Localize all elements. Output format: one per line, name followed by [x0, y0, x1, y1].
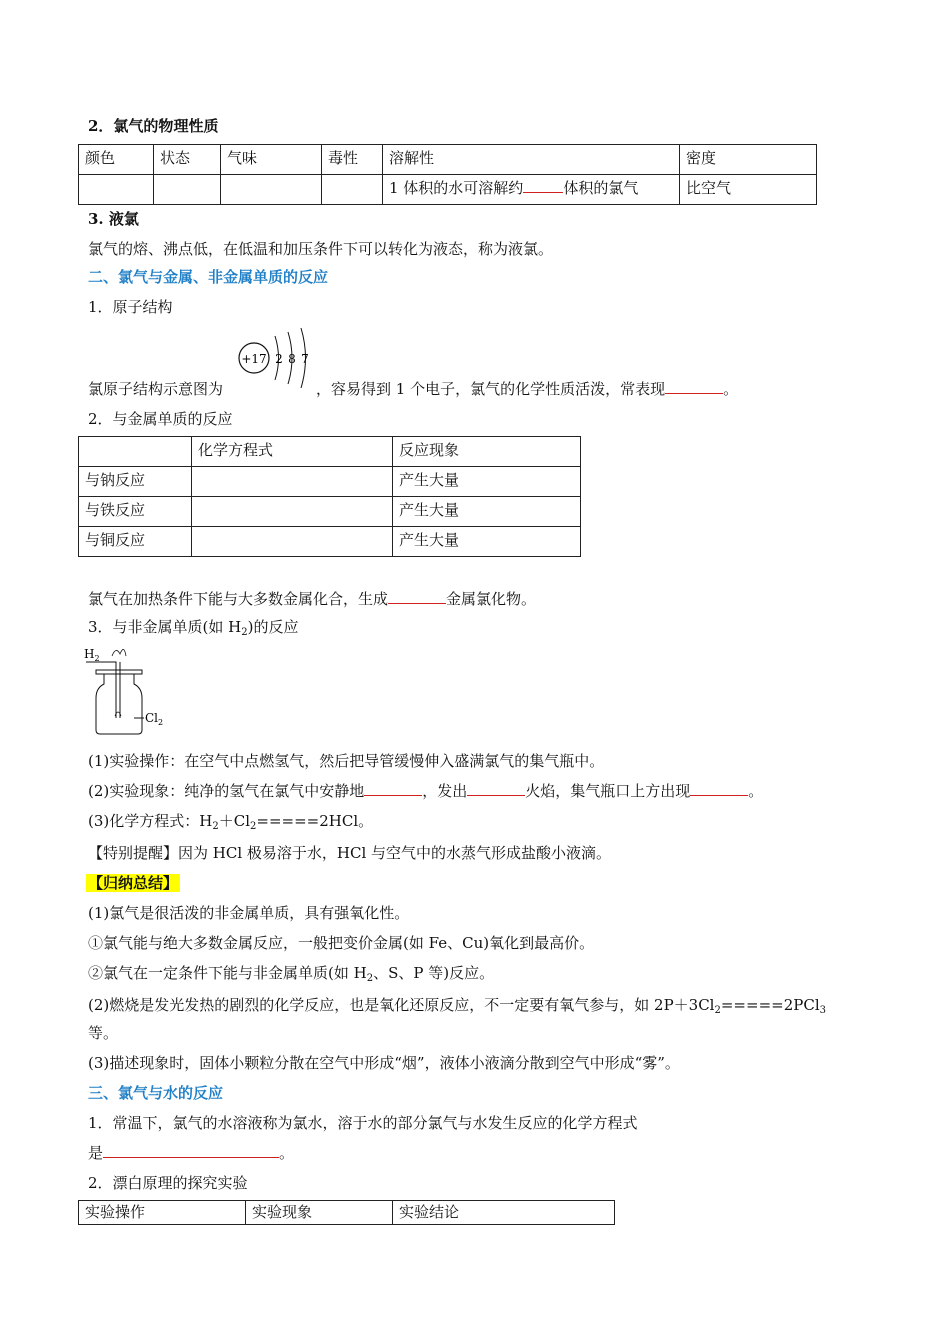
blank-line — [523, 177, 563, 193]
table-row — [79, 467, 581, 497]
section-title-liquid: 3. 液氯 — [88, 210, 139, 228]
summary-item-cont: 等。 — [88, 1024, 119, 1042]
blank-line — [665, 378, 723, 394]
header-state: 状态 — [154, 145, 221, 175]
shell-electrons: 2 — [275, 352, 283, 366]
h2-label: $H_2$ — [84, 647, 100, 663]
table-header-row — [79, 437, 581, 467]
summary-item: (2)燃烧是发光发热的剧烈的化学反应，也是氧化还原反应，不一定要有氧气参与，如 $2P+3Cl_2=====2PCl_3$ — [88, 996, 826, 1016]
table-header-row — [79, 145, 817, 175]
metal-reaction-table — [78, 436, 581, 557]
nucleus-charge: +17 — [241, 352, 267, 366]
cell-empty — [192, 527, 393, 557]
header-phenomenon: 实验现象 — [246, 1201, 393, 1225]
summary-item: ②氯气在一定条件下能与非金属单质(如 $H_2$、S、P 等)反应。 — [88, 964, 495, 984]
part-title-water: 三、氯气与水的反应 — [88, 1084, 224, 1102]
cell-empty — [221, 175, 322, 205]
atom-description-cont: ，容易得到 1 个电子，氯气的化学性质活泼，常表现 。 — [316, 380, 739, 398]
table-row — [79, 175, 817, 205]
bleach-experiment-table — [78, 1200, 615, 1225]
experiment-phenomenon: (2)实验现象：纯净的氢气在氯气中安静地 ，发出 火焰，集气瓶口上方出现 。 — [88, 782, 764, 800]
cell-solubility: 1 体积的水可溶解约 体积的氯气 — [383, 175, 680, 205]
header-color: 颜色 — [79, 145, 154, 175]
special-tip: 【特别提醒】因为 HCl 极易溶于水，HCl 与空气中的水蒸气形成盐酸小液滴。 — [88, 844, 612, 862]
section-title-physical: 2．氯气的物理性质 — [88, 117, 219, 135]
water-reaction-text: 1．常温下，氯气的水溶液称为氯水，溶于水的部分氯气与水发生反应的化学方程式 — [88, 1114, 638, 1132]
flame-icon — [112, 649, 126, 656]
header-operation: 实验操作 — [79, 1201, 246, 1225]
heading-bleach-experiment: 2．漂白原理的探究实验 — [88, 1174, 248, 1192]
shell-electrons: 7 — [301, 352, 309, 366]
table-header-row — [79, 1201, 615, 1225]
cell-empty — [192, 467, 393, 497]
cell-reactant: 与铁反应 — [79, 497, 192, 527]
table-row — [79, 527, 581, 557]
blank-line — [103, 1142, 279, 1158]
header-odor: 气味 — [221, 145, 322, 175]
header-toxicity: 毒性 — [322, 145, 383, 175]
shell-electrons: 8 — [288, 352, 296, 366]
atom-description: 氯原子结构示意图为 — [88, 380, 224, 398]
experiment-equation: (3)化学方程式：$H_2+Cl_2=====2HCl$。 — [88, 812, 374, 832]
summary-item: (3)描述现象时，固体小颗粒分散在空气中形成“烟”，液体小液滴分散到空气中形成“雾”。 — [88, 1054, 680, 1072]
header-equation: 化学方程式 — [192, 437, 393, 467]
cell-empty — [192, 497, 393, 527]
cell-phenomenon: 产生大量 — [393, 467, 581, 497]
blank-line — [690, 780, 748, 796]
header-blank — [79, 437, 192, 467]
gas-bottle — [96, 674, 142, 734]
water-reaction-answer: 是 。 — [88, 1144, 295, 1162]
cell-reactant: 与钠反应 — [79, 467, 192, 497]
blank-line — [388, 588, 446, 604]
chlorine-atom-diagram — [235, 324, 315, 388]
heading-atom-structure: 1．原子结构 — [88, 298, 173, 316]
cell-phenomenon: 产生大量 — [393, 497, 581, 527]
cell-empty — [322, 175, 383, 205]
cell-empty — [154, 175, 221, 205]
metal-summary: 氯气在加热条件下能与大多数金属化合，生成 金属氯化物。 — [88, 590, 537, 608]
header-phenomenon: 反应现象 — [393, 437, 581, 467]
physical-properties-table — [78, 144, 817, 205]
blank-line — [467, 780, 525, 796]
table-row — [79, 497, 581, 527]
experiment-operation: (1)实验操作：在空气中点燃氢气，然后把导管缓慢伸入盛满氯气的集气瓶中。 — [88, 752, 605, 770]
summary-item: (1)氯气是很活泼的非金属单质，具有强氧化性。 — [88, 904, 410, 922]
cell-reactant: 与铜反应 — [79, 527, 192, 557]
summary-item: ①氯气能与绝大多数金属反应，一般把变价金属(如 Fe、Cu)氧化到最高价。 — [88, 934, 595, 952]
glass-plate — [96, 670, 142, 674]
cl2-label: $Cl_2$ — [145, 711, 164, 727]
summary-label: 【归纳总结】 — [88, 874, 179, 892]
heading-metal-reaction: 2．与金属单质的反应 — [88, 410, 233, 428]
cell-empty — [79, 175, 154, 205]
paragraph-liquid-chlorine: 氯气的熔、沸点低，在低温和加压条件下可以转化为液态，称为液氯。 — [88, 240, 554, 258]
header-density: 密度 — [680, 145, 817, 175]
header-solubility: 溶解性 — [383, 145, 680, 175]
part-title-metal-nonmetal: 二、氯气与金属、非金属单质的反应 — [88, 268, 329, 286]
gas-bottle-apparatus — [82, 644, 172, 736]
heading-nonmetal-reaction: 3．与非金属单质(如 $H_2$)的反应 — [88, 618, 299, 638]
blank-line — [364, 780, 422, 796]
header-conclusion: 实验结论 — [393, 1201, 615, 1225]
cell-phenomenon: 产生大量 — [393, 527, 581, 557]
cell-density: 比空气 — [680, 175, 817, 205]
